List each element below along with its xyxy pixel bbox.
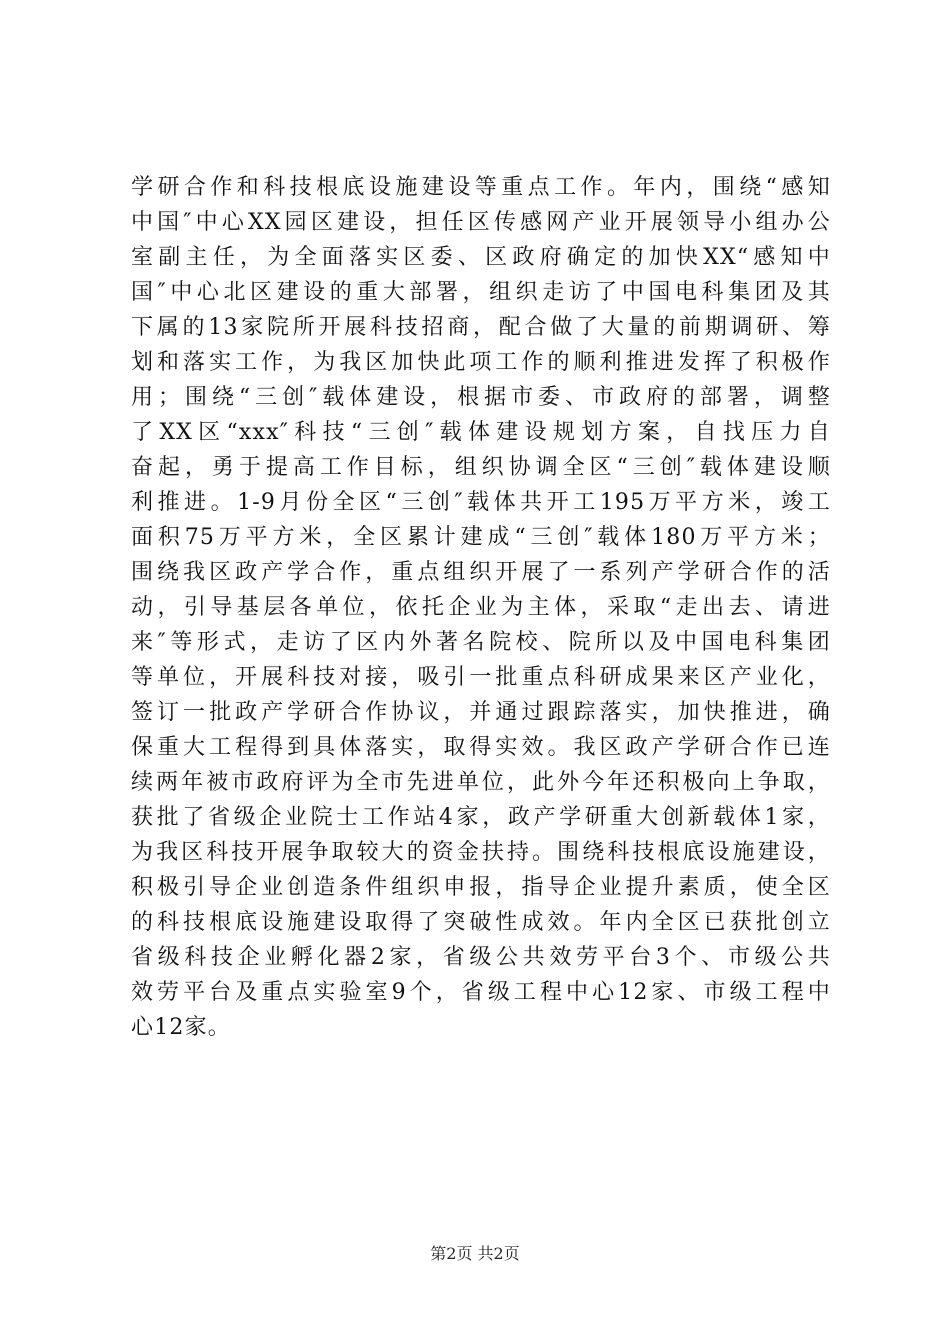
text-line: 为我区科技开展争取较大的资金扶持。围绕科技根底设施建设， xyxy=(131,840,831,865)
body-paragraph xyxy=(131,170,831,1045)
text-line: 面积75万平方米，全区累计建成“三创″载体180万平方米； xyxy=(131,525,831,550)
text-line: 心12家。 xyxy=(131,1015,231,1040)
text-line: 下属的13家院所开展科技招商，配合做了大量的前期调研、筹 xyxy=(131,315,831,340)
text-line: 围绕我区政产学合作，重点组织开展了一系列产学研合作的活 xyxy=(131,560,831,585)
text-line: 奋起，勇于提高工作目标，组织协调全区“三创″载体建设顺 xyxy=(131,455,831,480)
text-line: 学研合作和科技根底设施建设等重点工作。年内，围绕“感知 xyxy=(131,175,831,200)
text-line: 用；围绕“三创″载体建设，根据市委、市政府的部署，调整 xyxy=(131,385,831,410)
text-line: 中国″中心XX园区建设，担任区传感网产业开展领导小组办公 xyxy=(131,210,831,235)
text-line: 了XX区“xxx″科技“三创″载体建设规划方案，自找压力自 xyxy=(131,420,831,445)
text-line: 的科技根底设施建设取得了突破性成效。年内全区已获批创立 xyxy=(131,910,831,935)
text-line: 积极引导企业创造条件组织申报，指导企业提升素质，使全区 xyxy=(131,875,831,900)
text-line: 获批了省级企业院士工作站4家，政产学研重大创新载体1家， xyxy=(131,805,831,830)
page-number-footer: 第2页 共2页 xyxy=(430,1244,520,1263)
text-line: 效劳平台及重点实验室9个，省级工程中心12家、市级工程中 xyxy=(131,980,831,1005)
text-line: 利推进。1-9月份全区“三创″载体共开工195万平方米，竣工 xyxy=(131,490,831,515)
text-line: 国″中心北区建设的重大部署，组织走访了中国电科集团及其 xyxy=(131,280,831,305)
text-line: 来″等形式，走访了区内外著名院校、院所以及中国电科集团 xyxy=(131,630,831,655)
text-line: 等单位，开展科技对接，吸引一批重点科研成果来区产业化， xyxy=(131,665,831,690)
text-line: 室副主任，为全面落实区委、区政府确定的加快XX“感知中 xyxy=(131,245,831,270)
text-line: 划和落实工作，为我区加快此项工作的顺利推进发挥了积极作 xyxy=(131,350,831,375)
text-line: 续两年被市政府评为全市先进单位，此外今年还积极向上争取， xyxy=(131,770,831,795)
text-line: 签订一批政产学研合作协议，并通过跟踪落实，加快推进，确 xyxy=(131,700,831,725)
text-line: 动，引导基层各单位，依托企业为主体，采取“走出去、请进 xyxy=(131,595,831,620)
text-line: 保重大工程得到具体落实，取得实效。我区政产学研合作已连 xyxy=(131,735,831,760)
text-line: 省级科技企业孵化器2家，省级公共效劳平台3个、市级公共 xyxy=(131,945,831,970)
